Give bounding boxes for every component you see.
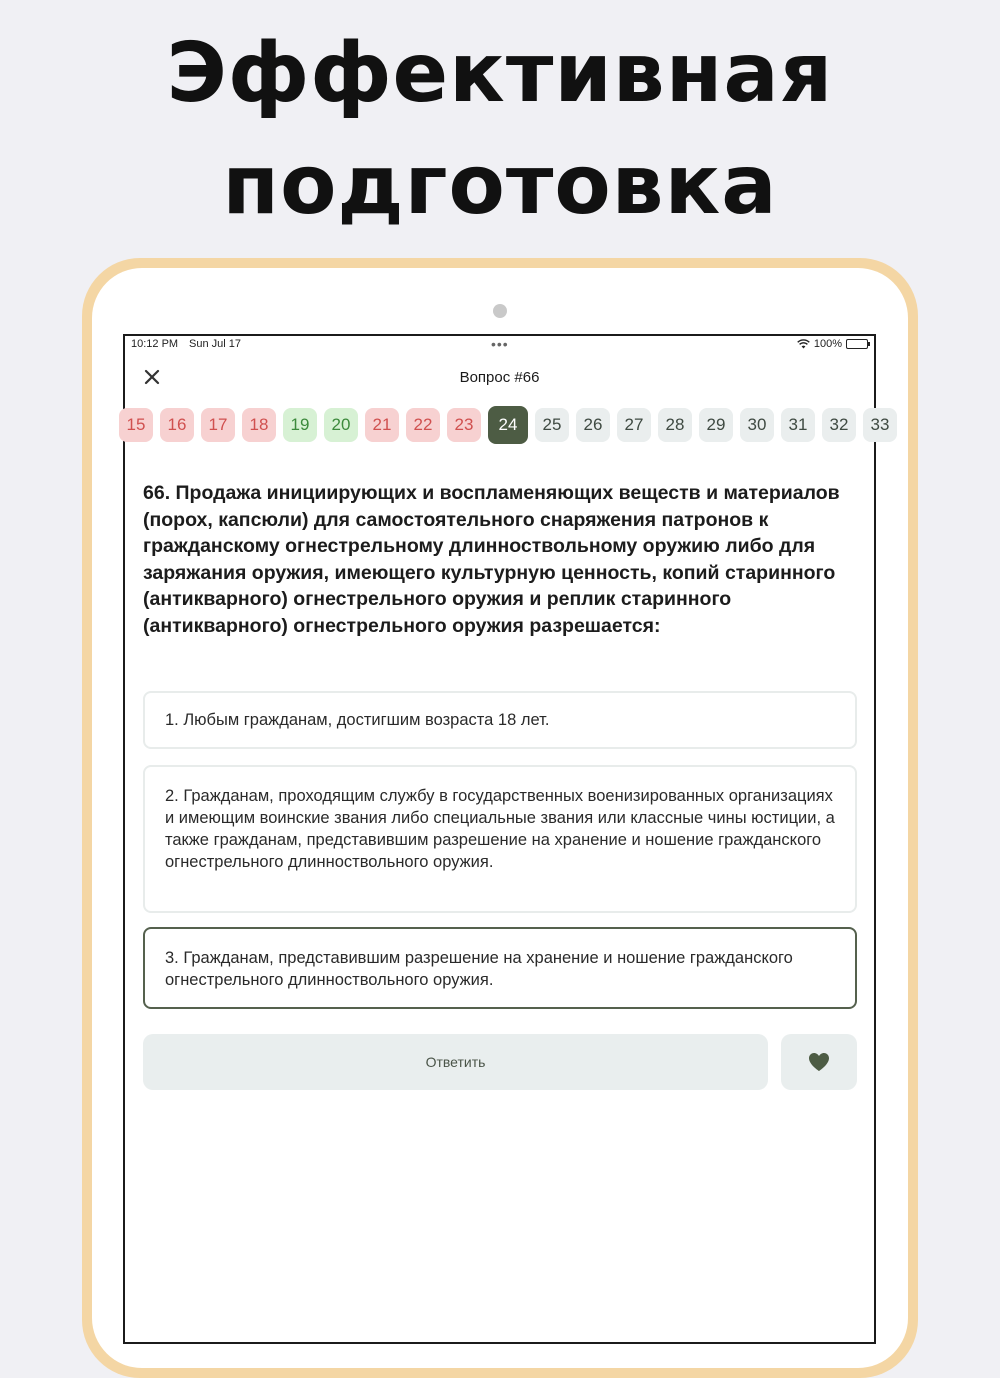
camera-icon — [493, 304, 507, 318]
answer-option-1[interactable] — [143, 691, 857, 749]
page-title: Вопрос #66 — [459, 369, 540, 386]
question-number-23[interactable]: 23 — [447, 408, 481, 442]
app-screen — [123, 334, 890, 1344]
question-number-29[interactable]: 29 — [699, 408, 733, 442]
question-number-17[interactable]: 17 — [201, 408, 235, 442]
nav-bar — [125, 362, 874, 394]
question-number-26[interactable]: 26 — [576, 408, 610, 442]
question-number-27[interactable]: 27 — [617, 408, 651, 442]
status-bar — [125, 336, 874, 354]
question-text: 66. Продажа инициирующих и воспламеняющих веществ и материалов (порох, капсюли) для самостоятельного снаряжения патронов к гражданскому огнестрельному длинноствольному оружию либо для заряжания оружия, имеющего культурную ценность, копий старинного (антикварного) огнестрельного оружия и реплик старинного (антикварного) огнестрельного оружия разрешается: — [143, 482, 840, 637]
answer-option-2-text: 2. Гражданам, проходящим службу в государственных военизированных организациях и имеющим воинские звания либо специальные звания или классные чины юстиции, а также гражданам, представившим разрешение на хранение и ношение гражданского огнестрельного длинноствольного оружия. — [165, 787, 835, 871]
multitasking-dots-icon[interactable]: ••• — [491, 336, 509, 352]
status-date: Sun Jul 17 — [189, 338, 241, 350]
status-time: 10:12 PM — [131, 338, 179, 350]
question-number-20[interactable]: 20 — [324, 408, 358, 442]
question-number-28[interactable]: 28 — [658, 408, 692, 442]
answer-option-3-text: 3. Гражданам, представившим разрешение на хранение и ношение гражданского огнестрельного длинноствольного оружия. — [165, 949, 793, 989]
submit-answer-button[interactable]: Ответить — [143, 1034, 768, 1090]
question-number-21[interactable]: 21 — [365, 408, 399, 442]
question-number-24[interactable]: 24 — [488, 406, 528, 444]
headline-line-2: подготовка — [222, 138, 778, 233]
wifi-icon — [797, 339, 810, 349]
question-number-22[interactable]: 22 — [406, 408, 440, 442]
question-number-16[interactable]: 16 — [160, 408, 194, 442]
question-number-19[interactable]: 19 — [283, 408, 317, 442]
answer-option-1-text: 1. Любым гражданам, достигшим возраста 18 лет. — [165, 711, 550, 729]
promo-headline — [0, 18, 1000, 242]
heart-icon — [808, 1052, 830, 1072]
headline-line-1: Эффективная — [166, 26, 834, 121]
question-number-30[interactable]: 30 — [740, 408, 774, 442]
question-number-32[interactable]: 32 — [822, 408, 856, 442]
status-right — [797, 338, 868, 350]
favorite-button[interactable] — [781, 1034, 857, 1090]
answer-option-3[interactable] — [143, 927, 857, 1009]
question-number-15[interactable]: 15 — [119, 408, 153, 442]
question-number-31[interactable]: 31 — [781, 408, 815, 442]
question-number-18[interactable]: 18 — [242, 408, 276, 442]
question-number-33[interactable]: 33 — [863, 408, 897, 442]
question-number-25[interactable]: 25 — [535, 408, 569, 442]
battery-icon — [846, 339, 868, 349]
battery-percent: 100% — [813, 338, 842, 350]
question-number-strip — [119, 408, 897, 444]
answer-option-2[interactable] — [143, 765, 857, 913]
